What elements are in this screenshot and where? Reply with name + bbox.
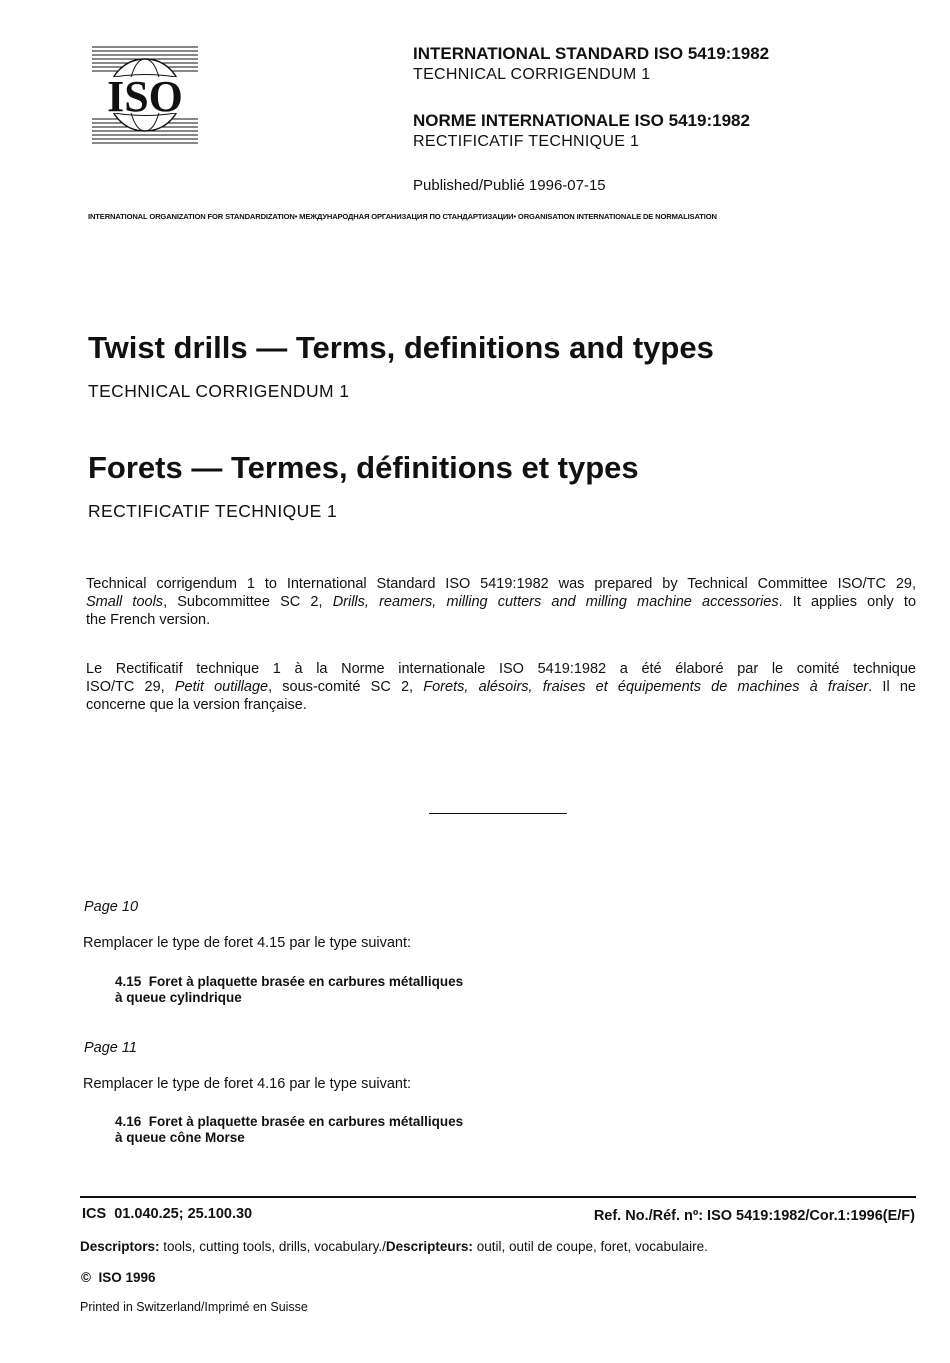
logo-text: ISO [107, 72, 183, 121]
intro-fr-text: , sous-comité SC 2, [268, 679, 424, 695]
section-divider [429, 813, 567, 814]
english-intro-paragraph [86, 575, 916, 629]
descriptors-label: Descriptors: [80, 1239, 160, 1254]
iso-globe-logo-icon [92, 44, 198, 146]
intro-fr-text: . Il ne [868, 679, 916, 695]
reference-number: Ref. No./Réf. nº: ISO 5419:1982/Cor.1:1996(E/F) [593, 1208, 915, 1224]
rectificatif-label: RECTIFICATIF TECHNIQUE 1 [413, 133, 640, 150]
intl-standard-heading: INTERNATIONAL STANDARD ISO 5419:1982 [413, 44, 770, 63]
descripteurs-value: outil, outil de coupe, foret, vocabulaire. [472, 1239, 708, 1254]
published-date: Published/Publié 1996-07-15 [413, 177, 606, 194]
drill-type-line: 4.15 Foret à plaquette brasée en carbures métalliques [115, 974, 464, 989]
correction-instruction: Remplacer le type de foret 4.16 par le type suivant: [83, 1076, 412, 1092]
drill-type-item [115, 974, 463, 1006]
intro-fr-line-3: concerne que la version française. [86, 697, 307, 713]
descripteurs-label: Descripteurs: [385, 1239, 473, 1254]
ics-codes: ICS 01.040.25; 25.100.30 [82, 1206, 253, 1222]
footer-rule [80, 1196, 916, 1198]
committee-name: Petit outillage [174, 679, 269, 695]
norme-internationale-heading: NORME INTERNATIONALE ISO 5419:1982 [413, 111, 750, 130]
intro-fr-line-2 [86, 678, 916, 696]
correction-instruction: Remplacer le type de foret 4.15 par le type suivant: [83, 935, 412, 951]
intro-en-text: , Subcommittee SC 2, [163, 594, 333, 610]
drill-type-line: à queue cylindrique [115, 990, 242, 1005]
organization-line: INTERNATIONAL ORGANIZATION FOR STANDARDIZATION• МЕЖДУНАРОДНАЯ ОРГАНИЗАЦИЯ ПО СТАНДАРТИЗАЦИИ• ORGANISATION INTERNATIONALE DE NORMALISATION [88, 212, 717, 221]
page-reference: Page 11 [84, 1040, 137, 1056]
iso-logo [92, 44, 198, 146]
drill-type-item [115, 1114, 463, 1146]
french-title: Forets — Termes, définitions et types [88, 450, 639, 485]
intro-en-line-2 [86, 593, 916, 611]
subcommittee-name: Drills, reamers, milling cutters and milling machine accessories [332, 594, 779, 610]
english-title: Twist drills — Terms, definitions and types [88, 330, 714, 365]
intro-en-line-1: Technical corrigendum 1 to International Standard ISO 5419:1982 was prepared by Technical Committee ISO/TC 29, [86, 576, 916, 592]
descriptors [80, 1239, 708, 1254]
intro-en-line-3: the French version. [86, 612, 211, 628]
copyright: © ISO 1996 [81, 1270, 156, 1285]
descriptors-value: tools, cutting tools, drills, vocabulary./ [159, 1239, 386, 1254]
drill-type-line: 4.16 Foret à plaquette brasée en carbures métalliques [115, 1114, 464, 1129]
intro-en-text: . It applies only to [778, 594, 917, 610]
intro-fr-line-1: Le Rectificatif technique 1 à la Norme internationale ISO 5419:1982 a été élaboré par le comité technique [86, 661, 916, 677]
french-intro-paragraph [86, 660, 916, 714]
french-subtitle: RECTIFICATIF TECHNIQUE 1 [88, 501, 338, 521]
page-reference: Page 10 [84, 899, 139, 915]
committee-name: Small tools [86, 594, 164, 610]
drill-type-line: à queue cône Morse [115, 1130, 245, 1145]
printed-in: Printed in Switzerland/Imprimé en Suisse [80, 1300, 308, 1314]
intro-fr-text: ISO/TC 29, [86, 679, 175, 695]
tech-corrigendum-label: TECHNICAL CORRIGENDUM 1 [413, 66, 651, 83]
english-subtitle: TECHNICAL CORRIGENDUM 1 [88, 381, 350, 401]
subcommittee-name: Forets, alésoirs, fraises et équipements de machines à fraiser [423, 679, 869, 695]
